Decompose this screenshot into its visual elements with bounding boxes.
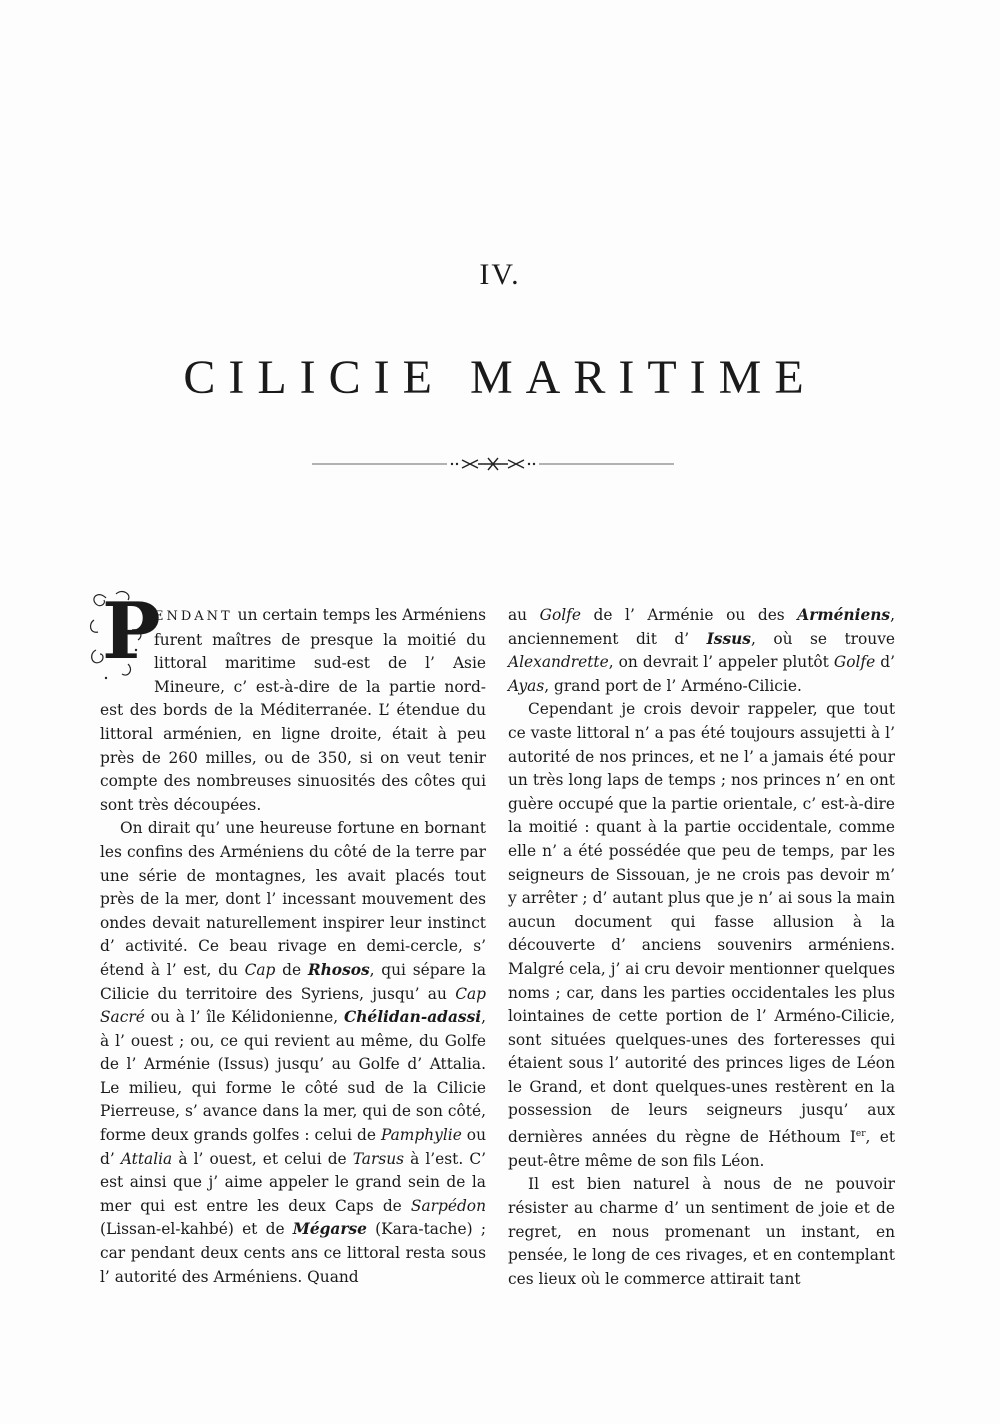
chapter-title: CILICIE MARITIME bbox=[183, 351, 817, 404]
dropcap bbox=[88, 586, 161, 684]
text-column-left bbox=[100, 586, 487, 1289]
ornament-divider bbox=[312, 455, 674, 471]
paragraph: On dirait qu’ une heureuse fortune en bornant les confins des Arméniens du côté de la terre par une série de montagnes, les avait placés tout près de la mer, dont l’ incessant mouvement des ondes devait naturellement inspirer leur instinct d’ activité. Ce beau rivage en demi-cercle, s’ étend à l’ est, du Cap de Rhosos, qui sépare la Cilicie du territoire des Syriens, jusqu’ au Cap Sacré ou à l’ île Kélidonienne, Chélidan-adassi, à l’ ouest ; ou, ce qui revient au même, du Golfe de l’ Arménie (Issus) jusqu’ au Golfe d’ Attalia. Le milieu, qui forme le côté sud de la Cilicie Pierreuse, s’ avance dans la mer, qui de son côté, forme deux grands golfes : celui de Pamphylie ou d’ Attalia à l’ ouest, et celui de Tarsus à l’est. C’ est ainsi que j’ aime appeler le grand sein de la mer qui est entre les deux Caps de Sarpédon (Lissan-el-kahbé) et de Mégarse (Kara-tache) ; car pendant deux cents ans ce littoral resta sous l’ autorité des Arméniens. Quand bbox=[100, 819, 487, 1286]
paragraph: Il est bien naturel à nous de ne pouvoir résister au charme d’ un sentiment de joie et de regret, en nous promenant un instant, en pensée, le long de ces rivages, et en contemplant ces lieux où le commerce attirait tant bbox=[508, 1175, 895, 1288]
text-column-right bbox=[508, 604, 895, 1291]
paragraph: au Golfe de l’ Arménie ou des Arméniens, anciennement dit d’ Issus, où se trouve Alexandrette, on devrait l’ appeler plutôt Golfe d’ Ayas, grand port de l’ Arméno-Cilicie. bbox=[508, 606, 895, 695]
paragraph: P ENDANT un certain temps les Arméniens furent maîtres de presque la moitié du littoral maritime sud-est de l’ Asie Mineure, c’ est-à-dire de la partie nord-est des bords de la Méditerranée. L’ étendue du littoral arménien, en ligne droite, était à peu près de 260 milles, ou de 350, si on veut tenir compte des nombreuses sinuosités des côtes qui sont très découpées. bbox=[100, 604, 486, 817]
dropcap-letter: P bbox=[102, 586, 161, 677]
chapter-number: IV. bbox=[479, 258, 521, 291]
paragraph: Cependant je crois devoir rappeler, que tout ce vaste littoral n’ a pas été toujours assujetti à l’ autorité de nos princes, et ne l’ a jamais été pour un très long laps de temps ; nos princes n’ en ont guère occupé que la partie orientale, c’ est-à-dire la moitié : quant à la partie occidentale, comme elle n’ a été possédée que peu de temps, par les seigneurs de Sissouan, je ne crois pas devoir m’ y arrêter ; d’ autant plus que je n’ ai sous la main aucun document qui fasse allusion à la découverte d’ anciens souvenirs arméniens. Malgré cela, j’ ai cru devoir mentionner quelques noms ; car, dans les parties occidentales les plus lointaines de cette portion de l’ Arméno-Cilicie, sont situées quelques-unes des forteresses qui étaient sous l’ autorité des princes liges de Léon le Grand, et dont quelques-unes restèrent en la possession de leurs seigneurs jusqu’ aux dernières années du règne de Héthoum Ier, et peut-être même de son fils Léon. bbox=[508, 700, 896, 1170]
